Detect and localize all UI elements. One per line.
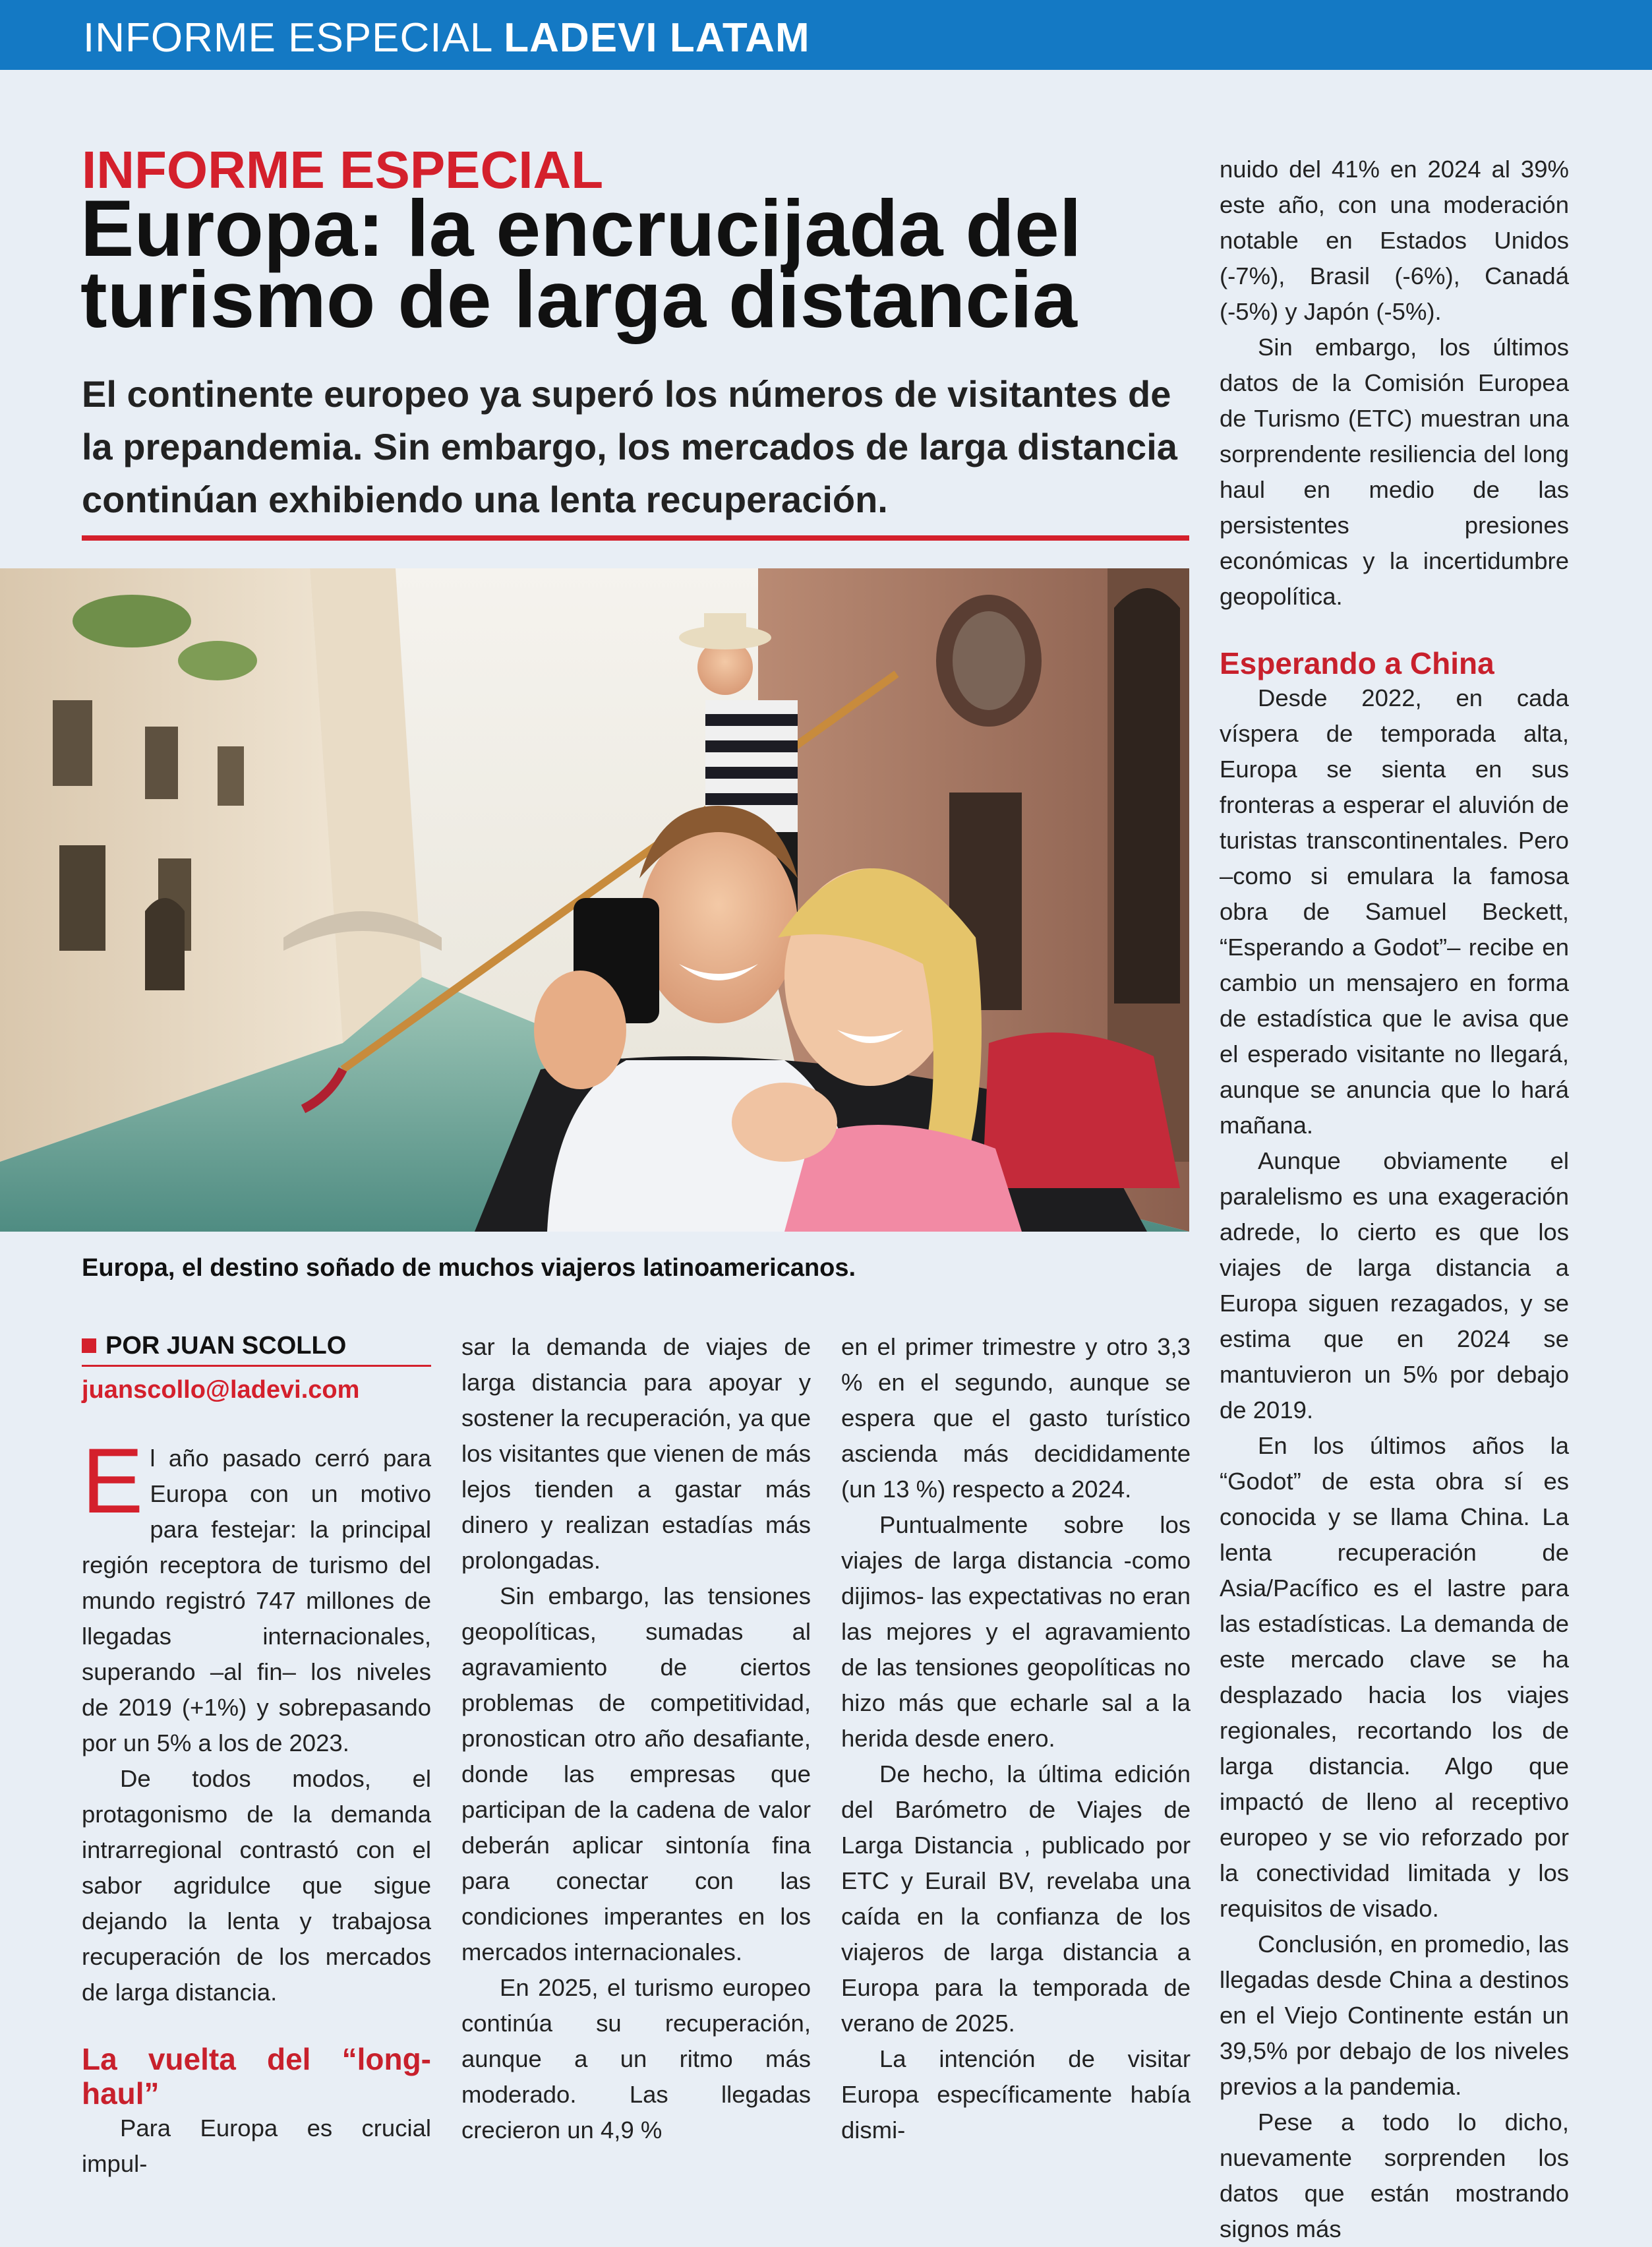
divider-rule [82,535,1189,541]
byline-rule [82,1365,431,1367]
paragraph: De todos modos, el protagonismo de la demanda intrarregional contrastó con el sabor agridulce que sigue dejando la lenta y trabajosa recuperación de los mercados de larga distancia. [82,1765,431,2006]
paragraph: La intención de visitar Europa específicamente había dismi- [841,2045,1191,2143]
paragraph: En 2025, el turismo europeo continúa su recuperación, aunque a un ritmo más moderado. Las llegadas crecieron un 4,9 % [461,1974,811,2143]
kicker: INFORME ESPECIAL [82,140,604,199]
paragraph: sar la demanda de viajes de larga distancia para apoyar y sostener la recuperación, ya que los visitantes que vienen de más lejos tienden a gastar más dinero y realizan estadías más prolongadas. [461,1333,811,1574]
paragraph-text: l año pasado cerró para Europa con un motivo para festejar: la principal región receptora de turismo del mundo registró 747 millones de llegadas internacionales, superando –al fin– los niveles de 2019 (+1%) y sobrepasando por un 5% a los de 2023. [82,1445,431,1756]
paragraph: en el primer trimestre y otro 3,3 % en el segundo, aunque se espera que el gasto turístico ascienda más decididamente (un 13 %) respecto a 2024. [841,1333,1191,1503]
subhead-long-haul: La vuelta del “long-haul” [82,2042,431,2111]
drop-cap: E [82,1429,144,1532]
section-banner-text [83,15,810,61]
paragraph: nuido del 41% en 2024 al 39% este año, con una moderación notable en Estados Unidos (-7%), Brasil (-6%), Canadá (-5%) y Japón (-5%). [1220,156,1569,325]
paragraph: Puntualmente sobre los viajes de larga distancia -como dijimos- las expectativas no eran las mejores y el agravamiento de las tensiones geopolíticas no hizo más que echarle sal a la herida desde enero. [841,1511,1191,1752]
subhead-esperando-a-china: Esperando a China [1220,646,1494,680]
paragraph: Para Europa es crucial impul- [82,2114,431,2177]
paragraph: Aunque obviamente el paralelismo es una exageración adrede, lo cierto es que los viajes de larga distancia a Europa siguen rezagados, y se estima que en 2024 se mantuvieron un 5% por debajo de 2019. [1220,1147,1569,1423]
paragraph: En los últimos años la “Godot” de esta obra sí es conocida y se llama China. La lenta recuperación de Asia/Pacífico es el lastre para las estadísticas. La demanda de este mercado clave se ha desplazado hacia los viajes regionales, recortando los de larga distancia. Algo que impactó de lleno al receptivo europeo y se vio reforzado por la conectividad limitada y los requisitos de visado. [1220,1432,1569,1922]
author-email-link[interactable]: juanscollo@ladevi.com [82,1376,360,1404]
column-4 [1220,152,1569,2247]
byline [82,1329,431,1362]
photo-caption: Europa, el destino soñado de muchos viajeros latinoamericanos. [82,1254,856,1282]
paragraph: De hecho, la última edición del Barómetro de Viajes de Larga Distancia , publicado por ETC y Eurail BV, revelaba una caída en la confianza de los viajeros de larga distancia a Europa para la temporada de verano de 2025. [841,1760,1191,2037]
paragraph: Desde 2022, en cada víspera de temporada alta, Europa se sienta en sus fronteras a esperar el aluvión de turistas transcontinentales. Pero –como si emulara la famosa obra de Samuel Beckett, “Esperando a Godot”– recibe en cambio un mensajero en forma de estadística que le avisa que el esperado visitante no llegará, aunque se anuncia que lo hará mañana. [1220,684,1569,1139]
paragraph [82,1429,431,1761]
headline: Europa: la encrucijada del turismo de larga distancia [80,183,1082,344]
banner-bold: LADEVI LATAM [504,15,810,61]
column-1 [82,1329,431,2182]
paragraph: Sin embargo, las tensiones geopolíticas, sumadas al agravamiento de ciertos problemas de competitividad, pronostican otro año desafiante, donde las empresas que participan de la cadena de valor deberán aplicar sintonía fina para conectar con las condiciones imperantes en los mercados internacionales. [461,1582,811,1965]
byline-square-icon [82,1338,96,1353]
venice-gondola-illustration [0,568,1189,1232]
deck: El continente europeo ya superó los números de visitantes de la prepandemia. Sin embargo, los mercados de larga distancia continúan exhibiendo una lenta recuperación. [82,373,1177,520]
byline-text: POR JUAN SCOLLO [105,1332,347,1360]
paragraph: Pese a todo lo dicho, nuevamente sorprenden los datos que están mostrando signos más [1220,2109,1569,2242]
column-3 [841,1329,1191,2148]
paragraph: Sin embargo, los últimos datos de la Comisión Europea de Turismo (ETC) muestran una sorprendente resiliencia del long haul en medio de las persistentes presiones económicas y la incertidumbre geopolítica. [1220,334,1569,610]
banner-light: INFORME ESPECIAL [83,15,504,61]
column-2 [461,1329,811,2148]
hero-photo [0,568,1189,1232]
section-banner [0,0,1652,70]
paragraph: Conclusión, en promedio, las llegadas desde China a destinos en el Viejo Continente están un 39,5% por debajo de los niveles previos a la pandemia. [1220,1931,1569,2100]
